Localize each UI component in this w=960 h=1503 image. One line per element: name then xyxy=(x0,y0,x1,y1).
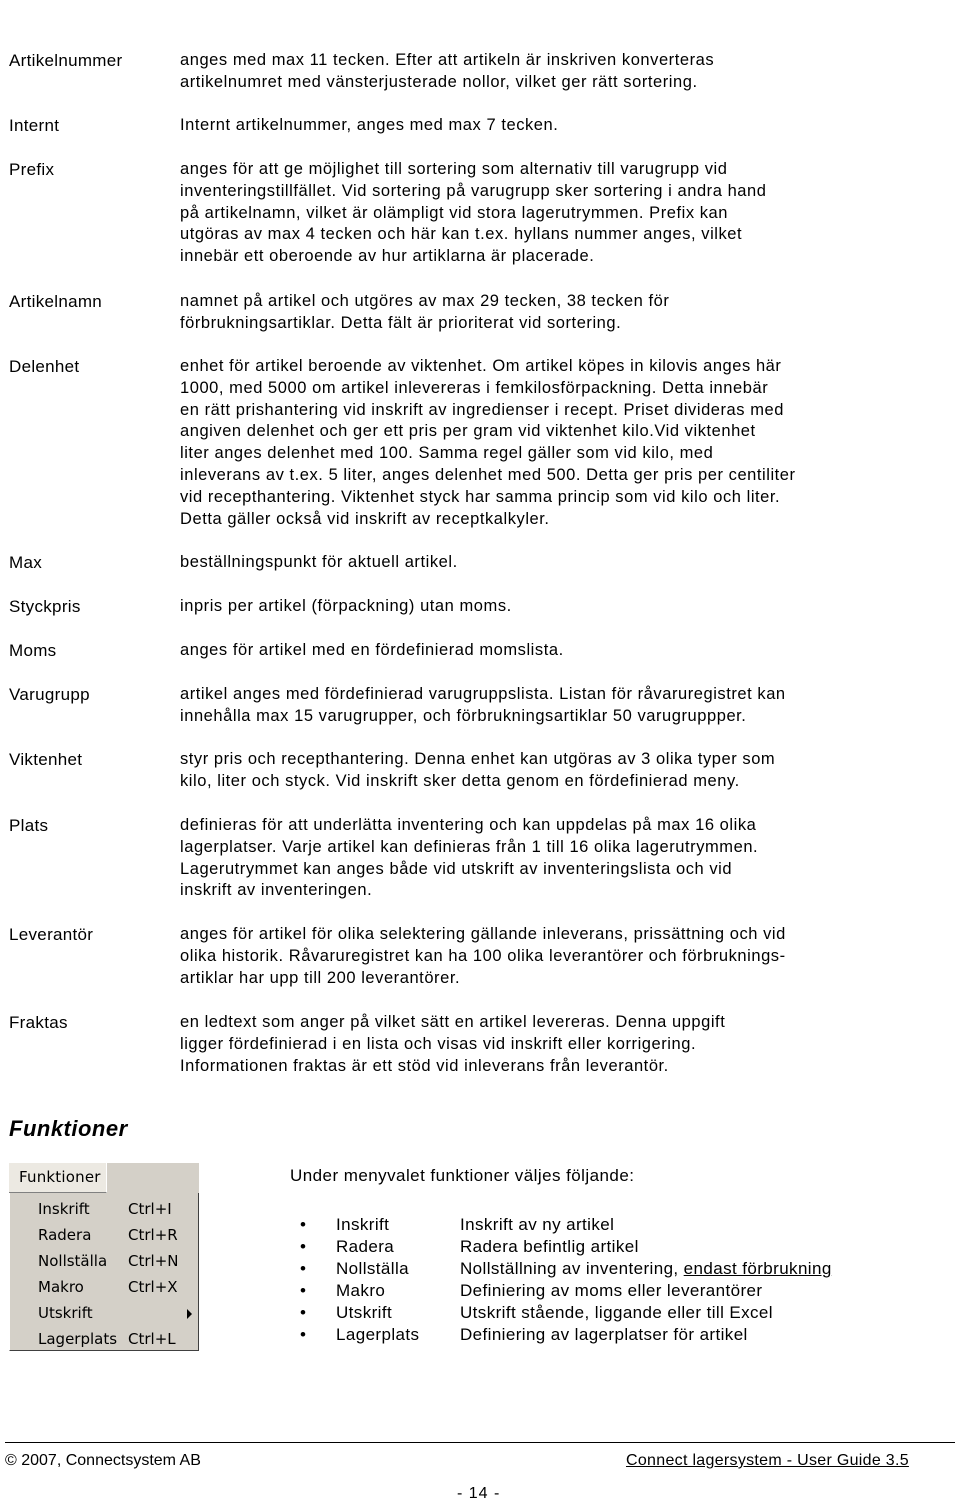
description-line: kilo, liter och styck. Vid inskrift sker detta genom en fördefinierad meny. xyxy=(180,771,740,790)
function-description-emphasis: endast förbrukning xyxy=(683,1259,832,1278)
function-description xyxy=(460,1259,832,1279)
function-item xyxy=(300,1215,940,1237)
functions-menu-screenshot xyxy=(9,1163,199,1351)
bullet-icon: • xyxy=(300,1303,307,1322)
description-line: Detta gäller också vid inskrift av receptkalkyler. xyxy=(180,509,550,528)
definition-term: Moms xyxy=(9,641,57,660)
definition-term: Styckpris xyxy=(9,597,81,616)
description-line: artiklar har upp till 200 leverantörer. xyxy=(180,968,461,987)
description-line: olika historik. Råvaruregistret kan ha 100 olika leverantörer och förbruknings- xyxy=(180,946,786,965)
description-line: Lagerutrymmet kan anges både vid utskrift av inventeringslista och vid xyxy=(180,859,733,878)
description-line: anges för artikel för olika selektering gällande inleverans, prissättning och vid xyxy=(180,925,786,943)
definition-term: Viktenhet xyxy=(9,750,83,769)
function-description xyxy=(460,1237,639,1257)
definition-term: Max xyxy=(9,553,43,572)
definition-term: Leverantör xyxy=(9,925,94,944)
function-description-text: Inskrift av ny artikel xyxy=(460,1215,615,1234)
menu-item-nollst-lla[interactable] xyxy=(10,1248,198,1274)
function-description-text: Radera befintlig artikel xyxy=(460,1237,639,1256)
function-name: Inskrift xyxy=(336,1215,390,1234)
menu-item-lagerplats[interactable] xyxy=(10,1326,198,1352)
menu-item-utskrift[interactable] xyxy=(10,1300,198,1326)
description-line: styr pris och recepthantering. Denna enhet kan utgöras av 3 olika typer som xyxy=(180,750,776,768)
description-line: lagerplatser. Varje artikel kan definieras från 1 till 16 olika lagerutrymmen. xyxy=(180,837,759,856)
menu-title: Funktioner xyxy=(9,1163,107,1193)
description-line: inventeringstillfället. Vid sortering på varugrupp sker sortering i andra hand xyxy=(180,181,767,200)
definition-term: Varugrupp xyxy=(9,685,90,704)
page-number: - 14 - xyxy=(457,1485,501,1502)
menu-item-makro[interactable] xyxy=(10,1274,198,1300)
function-description-text: Utskrift stående, liggande eller till Excel xyxy=(460,1303,773,1322)
menu-item-label: Nollställa xyxy=(38,1252,108,1270)
function-description-text: Definiering av lagerplatser för artikel xyxy=(460,1325,748,1344)
description-line: definieras för att underlätta inventering och kan uppdelas på max 16 olika xyxy=(180,816,757,834)
function-name: Lagerplats xyxy=(336,1325,420,1344)
definition-term: Fraktas xyxy=(9,1013,68,1032)
menu-item-shortcut: Ctrl+L xyxy=(128,1330,176,1348)
definition-description xyxy=(180,552,950,574)
menu-item-inskrift[interactable] xyxy=(10,1196,198,1222)
submenu-arrow-icon xyxy=(187,1309,192,1319)
function-item xyxy=(300,1303,940,1325)
definition-description xyxy=(180,356,950,530)
description-line: artikel anges med fördefinierad varugruppslista. Listan för råvaruregistret kan xyxy=(180,685,786,703)
bullet-icon: • xyxy=(300,1325,307,1344)
definition-description xyxy=(180,749,950,793)
description-line: 1000, med 5000 om artikel inlevereras i femkilosförpackning. Detta innebär xyxy=(180,378,769,397)
definition-description xyxy=(180,50,950,94)
definition-description xyxy=(180,640,950,662)
menu-item-shortcut: Ctrl+N xyxy=(128,1252,179,1270)
bullet-icon: • xyxy=(300,1237,307,1256)
functions-intro: Under menyvalet funktioner väljes följande: xyxy=(290,1166,635,1185)
menu-item-radera[interactable] xyxy=(10,1222,198,1248)
description-line: anges för att ge möjlighet till sortering som alternativ till varugrupp vid xyxy=(180,160,728,178)
function-description-text: Definiering av moms eller leverantörer xyxy=(460,1281,763,1300)
function-item xyxy=(300,1259,940,1281)
footer-copyright: © 2007, Connectsystem AB xyxy=(5,1452,201,1469)
menu-item-shortcut: Ctrl+R xyxy=(128,1226,178,1244)
footer-divider xyxy=(5,1442,955,1443)
bullet-icon: • xyxy=(300,1215,307,1234)
menu-item-label: Makro xyxy=(38,1278,84,1296)
description-line: utgöras av max 4 tecken och här kan t.ex. hyllans nummer anges, vilket xyxy=(180,225,743,244)
function-description xyxy=(460,1325,748,1345)
description-line: artikelnumret med vänsterjusterade nollor, vilket ger rätt sortering. xyxy=(180,72,698,91)
function-description xyxy=(460,1303,773,1323)
description-line: liter anges delenhet med 100. Samma regel gäller som vid kilo, med xyxy=(180,444,714,463)
description-line: anges för artikel med en fördefinierad momslista. xyxy=(180,641,564,659)
description-line: inpris per artikel (förpackning) utan moms. xyxy=(180,597,512,615)
description-line: Internt artikelnummer, anges med max 7 tecken. xyxy=(180,116,559,134)
function-description xyxy=(460,1215,614,1235)
definition-description xyxy=(180,115,950,137)
definition-term: Artikelnamn xyxy=(9,292,103,311)
function-name: Radera xyxy=(336,1237,395,1256)
description-line: anges med max 11 tecken. Efter att artikeln är inskriven konverteras xyxy=(180,51,715,69)
menu-item-label: Lagerplats xyxy=(38,1330,118,1348)
definition-description xyxy=(180,291,950,335)
menu-item-shortcut: Ctrl+I xyxy=(128,1200,172,1218)
definition-term: Artikelnummer xyxy=(9,51,123,70)
menu-item-label: Utskrift xyxy=(38,1304,93,1322)
description-line: enhet för artikel beroende av viktenhet. Om artikel köpes in kilovis anges här xyxy=(180,357,782,375)
function-item xyxy=(300,1281,940,1303)
menu-item-shortcut: Ctrl+X xyxy=(128,1278,178,1296)
function-description xyxy=(460,1281,762,1301)
definition-description xyxy=(180,1012,950,1077)
definition-description xyxy=(180,815,950,902)
definition-term: Plats xyxy=(9,816,49,835)
description-line: Informationen fraktas är ett stöd vid inleverans från leverantör. xyxy=(180,1056,669,1075)
menu-item-label: Radera xyxy=(38,1226,92,1244)
description-line: inskrift av inventeringen. xyxy=(180,881,373,900)
description-line: ligger fördefinierad i en lista och visas vid inskrift eller korrigering. xyxy=(180,1034,697,1053)
menu-dropdown xyxy=(9,1193,199,1351)
description-line: på artikelnamn, vilket är olämpligt vid stora lagerutrymmen. Prefix kan xyxy=(180,203,729,222)
menu-item-label: Inskrift xyxy=(38,1200,90,1218)
description-line: förbrukningsartiklar. Detta fält är prioriterat vid sortering. xyxy=(180,313,622,332)
description-line: beställningspunkt för aktuell artikel. xyxy=(180,553,458,571)
description-line: innehålla max 15 varugrupper, och förbrukningsartiklar 50 varugruppper. xyxy=(180,706,747,725)
function-name: Nollställa xyxy=(336,1259,409,1278)
definition-term: Prefix xyxy=(9,160,55,179)
description-line: inleverans av t.ex. 5 liter, anges delenhet med 500. Detta ger pris per centiliter xyxy=(180,465,796,484)
function-name: Utskrift xyxy=(336,1303,393,1322)
definition-description xyxy=(180,159,950,268)
bullet-icon: • xyxy=(300,1281,307,1300)
description-line: angiven delenhet och ger ett pris per gram vid viktenhet kilo.Vid viktenhet xyxy=(180,422,756,441)
section-title: Funktioner xyxy=(9,1116,128,1141)
description-line: en rätt prishantering vid inskrift av ingredienser i recept. Priset divideras med xyxy=(180,400,784,419)
definition-term: Delenhet xyxy=(9,357,80,376)
function-item xyxy=(300,1325,940,1347)
definition-term: Internt xyxy=(9,116,60,135)
function-description-text: Nollställning av inventering, xyxy=(460,1259,684,1278)
footer-guide-title: Connect lagersystem - User Guide 3.5 xyxy=(626,1452,909,1469)
function-name: Makro xyxy=(336,1281,386,1300)
description-line: en ledtext som anger på vilket sätt en artikel levereras. Denna uppgift xyxy=(180,1013,726,1031)
function-item xyxy=(300,1237,940,1259)
description-line: vid recepthantering. Viktenhet styck har samma princip som vid kilo och liter. xyxy=(180,487,781,506)
definition-description xyxy=(180,924,950,989)
definition-description xyxy=(180,596,950,618)
bullet-icon: • xyxy=(300,1259,307,1278)
definition-description xyxy=(180,684,950,728)
description-line: innebär ett oberoende av hur artiklarna är placerade. xyxy=(180,247,595,266)
description-line: namnet på artikel och utgöres av max 29 tecken, 38 tecken för xyxy=(180,292,670,310)
